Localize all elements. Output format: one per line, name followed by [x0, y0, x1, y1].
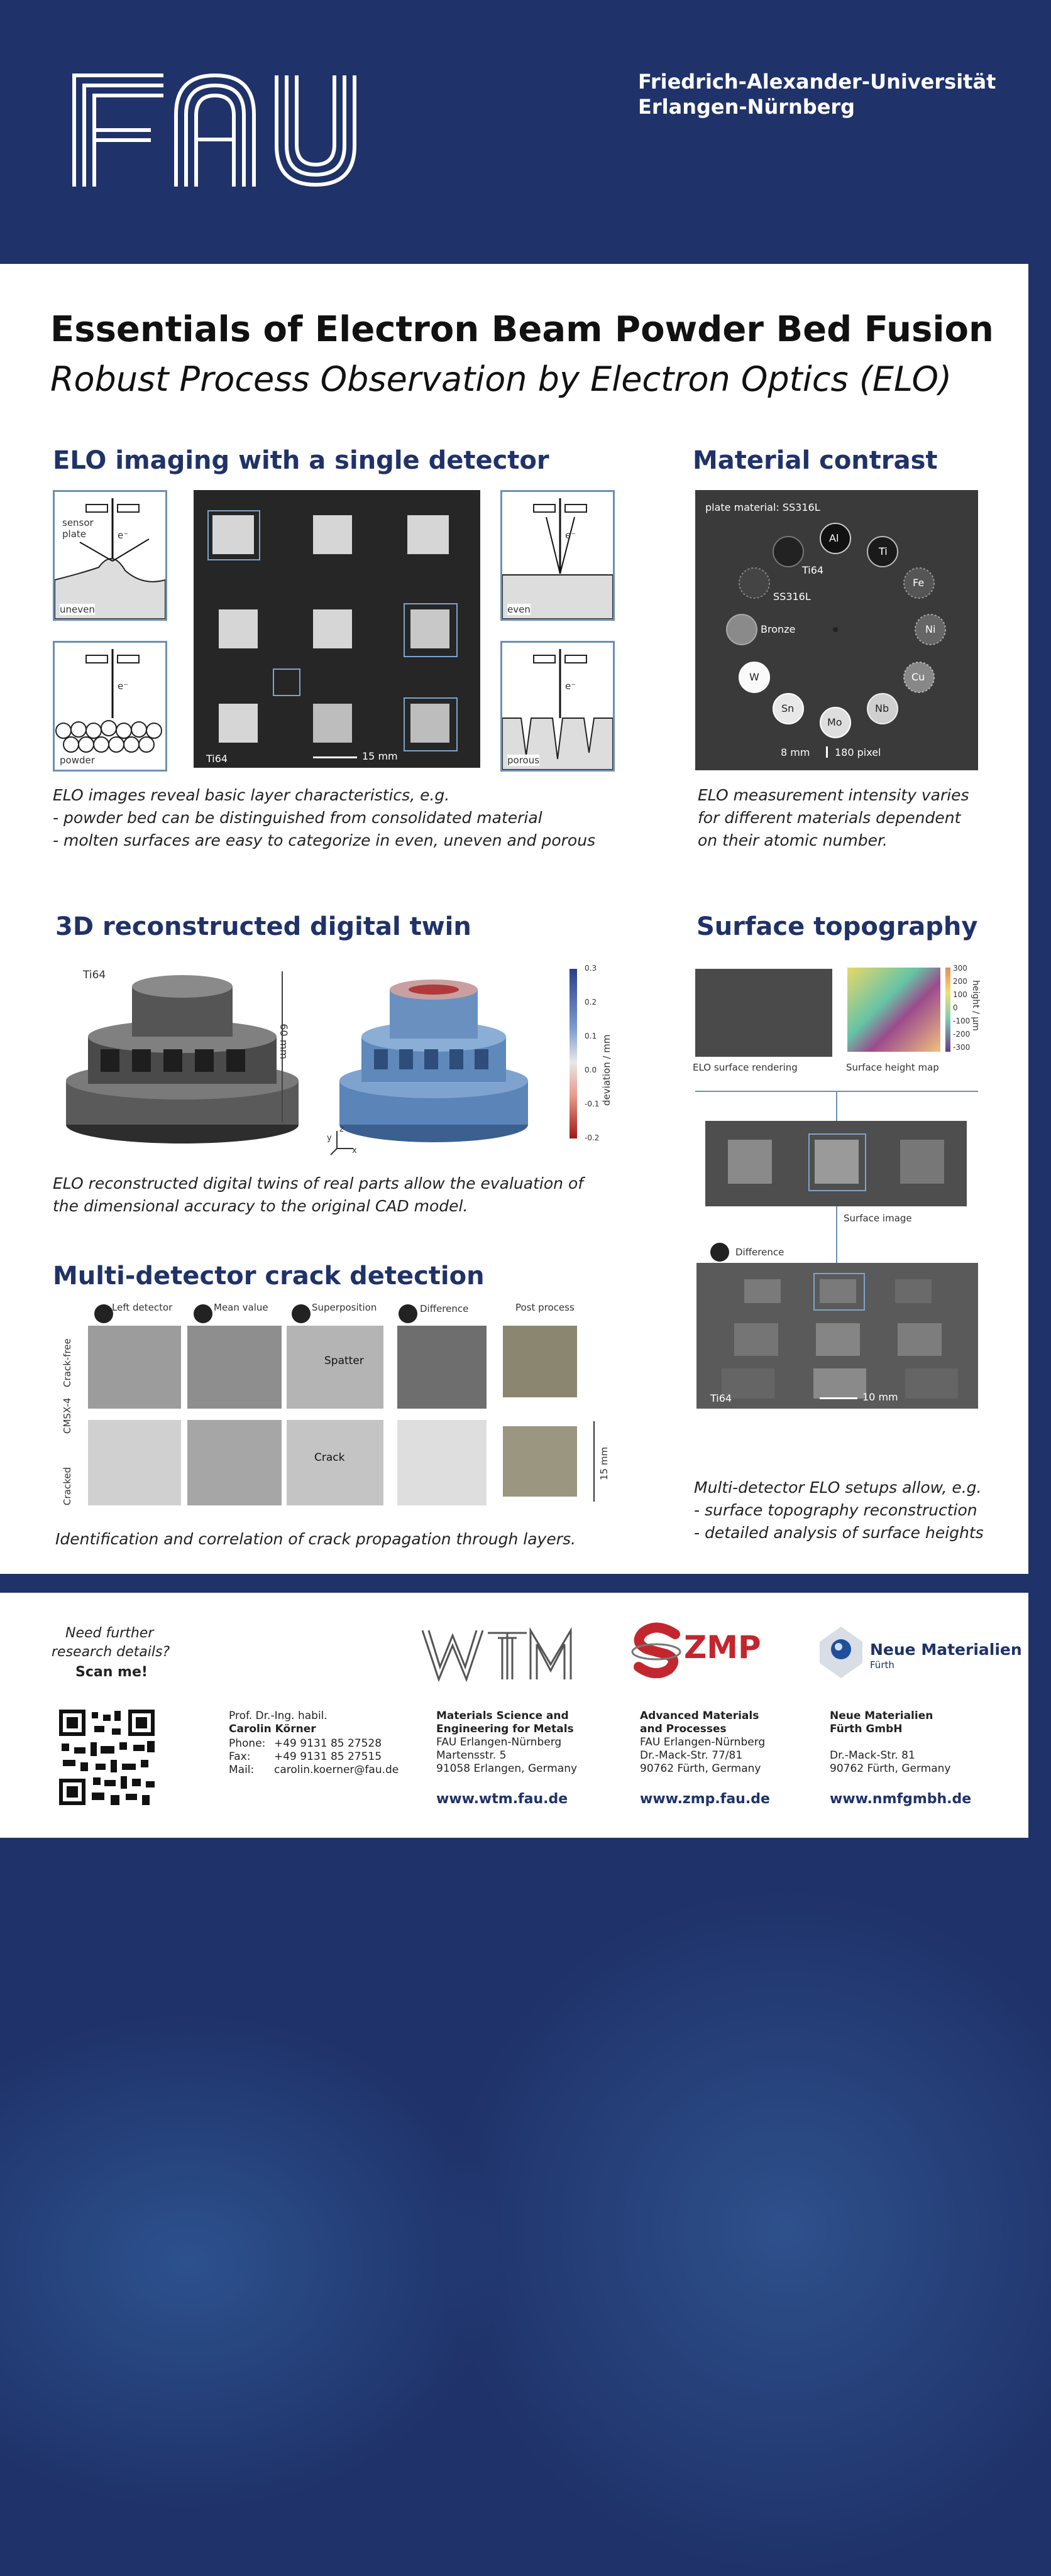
section-heading-digital-twin: 3D reconstructed digital twin [55, 912, 471, 941]
cracked-difference [397, 1420, 487, 1505]
sample-square [816, 1323, 860, 1356]
highlight-box [207, 510, 260, 560]
axis-z: z [339, 1125, 344, 1134]
background-glow [0, 2011, 503, 2513]
scale-bar [820, 1397, 857, 1399]
height-map-label: Surface height map [846, 1062, 939, 1073]
nmf-line-2: Fürth GmbH [830, 1723, 903, 1735]
sample-square [313, 515, 352, 554]
detector-icon [194, 1304, 212, 1323]
sample-square [905, 1368, 958, 1399]
plate-label: plate [62, 528, 86, 540]
section-heading-crack-detection: Multi-detector crack detection [53, 1262, 485, 1291]
zmp-url[interactable]: www.zmp.fau.de [640, 1791, 770, 1807]
separator-band [0, 1574, 1051, 1593]
qr-code[interactable] [59, 1710, 155, 1805]
caption-surface-topography [694, 1476, 984, 1544]
section-heading-surface-topography: Surface topography [696, 912, 978, 941]
powder-label: powder [60, 755, 95, 766]
crack-scale-label: 15 mm [598, 1446, 610, 1480]
wtm-line-3: FAU Erlangen-Nürnberg [436, 1736, 562, 1749]
rendering-label: ELO surface rendering [693, 1062, 798, 1073]
column-post-process: Post process [515, 1302, 575, 1313]
phone-value: +49 9131 85 27528 [274, 1737, 382, 1750]
highlight-box [808, 1133, 866, 1191]
uneven-surface-diagram [55, 492, 165, 619]
difference-label: Difference [735, 1247, 784, 1258]
fau-logo [69, 70, 383, 190]
wtm-line-2: Engineering for Metals [436, 1723, 574, 1735]
caption-line: - detailed analysis of surface heights [694, 1524, 984, 1542]
height-tick: -300 [953, 1043, 971, 1052]
section-heading-material-contrast: Material contrast [693, 446, 938, 475]
colorbar-tick: 0.0 [585, 1066, 597, 1074]
sample-square [900, 1140, 944, 1184]
uneven-label: uneven [60, 604, 95, 615]
height-tick: 200 [953, 977, 967, 986]
colorbar-tick: 0.1 [585, 1032, 597, 1040]
sample-square [407, 515, 449, 554]
scale-bar [826, 746, 828, 758]
detector-icon [710, 1243, 729, 1262]
porous-label: porous [507, 755, 540, 766]
caption-crack-detection: Identification and correlation of crack propagation through layers. [55, 1530, 576, 1548]
electron-label: e⁻ [565, 530, 576, 541]
sample-square [744, 1279, 781, 1303]
material-w: W [749, 671, 759, 683]
deviation-colorbar [570, 969, 577, 1138]
height-tick: 300 [953, 964, 967, 973]
row-label-crack-free: Crack-free [62, 1338, 73, 1387]
plate-material-label: plate material: SS316L [705, 501, 820, 513]
wtm-url[interactable]: www.wtm.fau.de [436, 1791, 568, 1807]
header [0, 0, 1051, 264]
height-tick: 100 [953, 990, 967, 999]
zmp-logo-mark [631, 1622, 685, 1678]
schematic-uneven [53, 490, 167, 621]
sample-square [728, 1140, 772, 1184]
caption-line: for different materials dependent [698, 809, 961, 827]
sample-square [313, 609, 352, 648]
colorbar-tick: 0.3 [585, 964, 597, 973]
porous-surface-diagram [502, 643, 613, 770]
sample-square [313, 704, 352, 743]
material-ni: Ni [925, 623, 936, 635]
need-details-2: research details? [52, 1644, 170, 1660]
material-ss316l: SS316L [773, 591, 811, 603]
phone-label: Phone: [229, 1737, 266, 1750]
caption-line: - surface topography reconstruction [694, 1501, 977, 1519]
highlight-box [273, 669, 300, 696]
material-nb: Nb [875, 702, 889, 714]
axis-y: y [327, 1133, 332, 1143]
column-superposition: Superposition [312, 1302, 377, 1313]
caption-digital-twin [53, 1172, 583, 1218]
wtm-line-5: 91058 Erlangen, Germany [436, 1762, 578, 1775]
material-sn: Sn [781, 702, 795, 714]
surface-scale-label: 10 mm [862, 1391, 898, 1403]
caption-line: ELO measurement intensity varies [698, 786, 969, 804]
background-glow [440, 1885, 1051, 2576]
sample-square [898, 1323, 942, 1356]
caption-line: on their atomic number. [698, 831, 888, 849]
surface-height-map [847, 968, 940, 1052]
detector-icon [292, 1304, 311, 1323]
zmp-line-4: Dr.-Mack-Str. 77/81 [640, 1749, 743, 1762]
surface-image-label: Surface image [844, 1213, 912, 1224]
column-difference: Difference [420, 1303, 469, 1314]
nmf-url[interactable]: www.nmfgmbh.de [830, 1791, 972, 1807]
even-label: even [507, 604, 531, 615]
nmf-line-1: Neue Materialien [830, 1710, 933, 1722]
caption-line: Multi-detector ELO setups allow, e.g. [694, 1478, 982, 1497]
highlight-box [404, 697, 458, 751]
material-fe: Fe [913, 577, 925, 589]
scan-me: Scan me! [75, 1664, 148, 1680]
scale-bar [593, 1421, 595, 1502]
crack-free-post-process [503, 1326, 577, 1397]
zmp-line-1: Advanced Materials [640, 1710, 759, 1722]
poster-title: Essentials of Electron Beam Powder Bed Fusion [50, 309, 994, 350]
crack-free-mean-value [187, 1326, 282, 1409]
sample-square [895, 1279, 932, 1303]
sample-square [219, 704, 258, 743]
spatter-label: Spatter [324, 1355, 364, 1367]
university-name [638, 69, 996, 119]
zmp-line-2: and Processes [640, 1723, 727, 1735]
nmf-logo-text: Neue Materialien [870, 1640, 1022, 1659]
colorbar-tick: -0.2 [585, 1133, 600, 1142]
fax-label: Fax: [229, 1750, 251, 1763]
surface-image [705, 1121, 967, 1206]
highlight-box [813, 1273, 865, 1311]
schematic-even [500, 490, 615, 621]
electron-label: e⁻ [118, 530, 129, 541]
crack-free-superposition [287, 1326, 383, 1409]
even-surface-diagram [502, 492, 613, 619]
crack-label: Crack [314, 1451, 345, 1464]
material-mo: Mo [827, 716, 842, 728]
zmp-line-3: FAU Erlangen-Nürnberg [640, 1736, 766, 1749]
cracked-mean-value [187, 1420, 282, 1505]
column-left-detector: Left detector [112, 1302, 173, 1313]
university-line-2: Erlangen-Nürnberg [638, 95, 856, 119]
sample-square [219, 609, 258, 648]
material-bronze: Bronze [761, 623, 796, 635]
wtm-line-1: Materials Science and [436, 1710, 569, 1722]
caption-line: the dimensional accuracy to the original CAD model. [53, 1197, 468, 1215]
nmf-logo-mark [817, 1624, 865, 1681]
nmf-logo-subtext: Fürth [870, 1659, 894, 1671]
height-tick: 0 [953, 1003, 958, 1012]
colorbar-label: deviation / mm [601, 1034, 612, 1106]
nmf-line-4: 90762 Fürth, Germany [830, 1762, 951, 1775]
height-tick: -100 [953, 1017, 971, 1025]
mail-label: Mail: [229, 1764, 255, 1776]
caption-elo-single [53, 784, 595, 852]
difference-topography-rendering [696, 1263, 978, 1409]
sample-square [813, 1368, 866, 1399]
elo-image-single-detector [194, 490, 480, 768]
section-heading-elo-single: ELO imaging with a single detector [53, 446, 549, 475]
elo-surface-rendering [695, 969, 832, 1057]
height-axis-label: height / µm [971, 980, 981, 1031]
wtm-line-4: Martensstr. 5 [436, 1749, 507, 1762]
scale-bar [313, 756, 357, 758]
digital-twin-deviation-image [327, 968, 541, 1150]
caption-line: ELO images reveal basic layer characteristics, e.g. [53, 786, 450, 804]
zmp-logo-text: ZMP [684, 1629, 761, 1666]
surface-material-label: Ti64 [710, 1392, 732, 1404]
caption-line: ELO reconstructed digital twins of real parts allow the evaluation of [53, 1174, 584, 1192]
material-label: Ti64 [206, 753, 228, 765]
axis-x: x [352, 1146, 357, 1155]
zmp-line-5: 90762 Fürth, Germany [640, 1762, 761, 1775]
electron-label: e⁻ [118, 680, 129, 692]
colorbar-tick: 0.2 [585, 998, 597, 1007]
powder-bed-diagram [55, 643, 165, 770]
mail-value[interactable]: carolin.koerner@fau.de [274, 1764, 399, 1776]
height-colorbar [945, 968, 950, 1052]
schematic-powder [53, 641, 167, 772]
sample-square [734, 1323, 778, 1356]
nmf-line-3: Dr.-Mack-Str. 81 [830, 1749, 915, 1762]
crack-free-left-detector [88, 1326, 181, 1409]
detector-icon [94, 1304, 113, 1323]
university-line-1: Friedrich-Alexander-Universität [638, 70, 996, 94]
caption-line: - molten surfaces are easy to categorize in even, uneven and porous [53, 831, 596, 849]
height-dimension-label: 60 mm [277, 1023, 290, 1059]
sensor-label: sensor [62, 517, 94, 528]
height-tick: -200 [953, 1030, 971, 1039]
material-contrast-image [695, 490, 978, 770]
material-al: Al [829, 532, 839, 544]
row-label-cmsx4: CMSX-4 [62, 1397, 73, 1434]
row-label-cracked: Cracked [62, 1467, 73, 1505]
need-details-1: Need further [65, 1625, 154, 1641]
material-cu: Cu [911, 671, 925, 683]
caption-line: - powder bed can be distinguished from consolidated material [53, 809, 542, 827]
caption-material-contrast [698, 784, 969, 852]
twin-material-label: Ti64 [83, 969, 106, 981]
contact-name-2: Carolin Körner [229, 1723, 316, 1735]
material-ti: Ti [879, 545, 888, 557]
cracked-left-detector [88, 1420, 181, 1505]
footer [0, 1593, 1028, 1838]
contact-name-1: Prof. Dr.-Ing. habil. [229, 1710, 327, 1722]
scale-label: 15 mm [362, 750, 398, 762]
highlight-box [404, 603, 458, 657]
scale-px-label: 180 pixel [835, 746, 881, 758]
crack-free-difference [397, 1326, 487, 1409]
cracked-post-process [503, 1426, 577, 1497]
poster-content [0, 264, 1028, 1574]
schematic-porous [500, 641, 615, 772]
electron-label: e⁻ [565, 680, 576, 692]
colorbar-tick: -0.1 [585, 1100, 600, 1108]
detector-icon [399, 1304, 417, 1323]
wtm-logo [420, 1627, 586, 1683]
material-ti64: Ti64 [802, 564, 824, 576]
scale-mm-label: 8 mm [781, 746, 810, 758]
fax-value: +49 9131 85 27515 [274, 1750, 382, 1763]
poster-subtitle: Robust Process Observation by Electron Optics (ELO) [50, 359, 952, 399]
column-mean-value: Mean value [214, 1302, 268, 1313]
